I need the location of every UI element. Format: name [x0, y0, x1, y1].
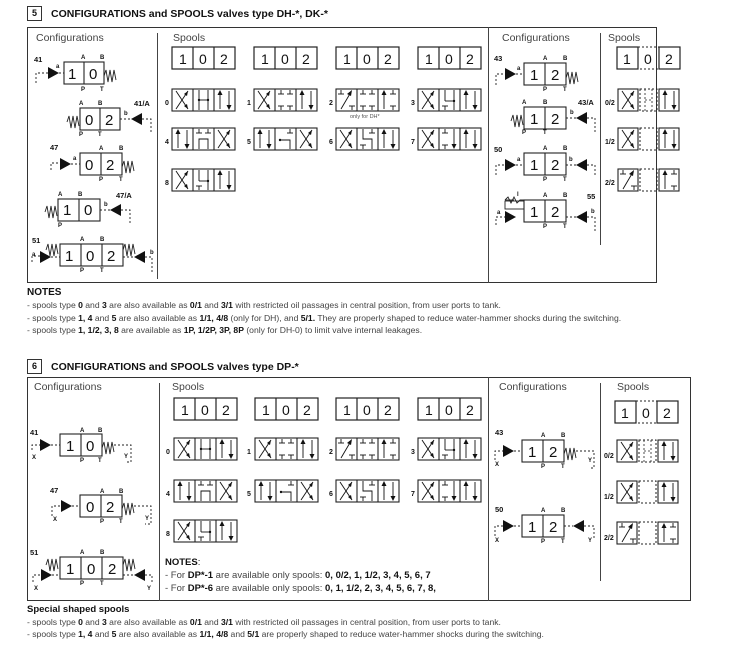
spool-1-2 [604, 481, 678, 503]
svg-text:T: T [543, 130, 547, 136]
svg-text:Y: Y [588, 458, 593, 464]
svg-text:P: P [541, 464, 546, 470]
svg-text:0: 0 [87, 561, 96, 578]
svg-text:P: P [541, 539, 546, 545]
spool-header-4 [418, 398, 481, 420]
svg-text:1: 1 [528, 519, 537, 536]
svg-text:1: 1 [247, 100, 251, 107]
right-spool-header [615, 401, 678, 423]
svg-text:B: B [563, 193, 568, 199]
svg-text:50: 50 [494, 145, 503, 154]
svg-text:50: 50 [495, 505, 504, 514]
configurations-label: Configurations [36, 32, 104, 44]
svg-text:1: 1 [66, 561, 75, 578]
svg-text:b: b [591, 209, 595, 215]
svg-text:b: b [570, 110, 574, 116]
svg-text:8: 8 [165, 180, 169, 187]
svg-text:2: 2 [384, 51, 392, 67]
svg-text:T: T [563, 87, 567, 93]
svg-text:B: B [100, 55, 105, 61]
svg-text:2: 2 [106, 157, 115, 174]
svg-text:0: 0 [363, 402, 371, 418]
svg-text:2: 2 [549, 519, 558, 536]
svg-text:B: B [543, 100, 548, 106]
svg-text:6: 6 [329, 491, 333, 498]
svg-text:2: 2 [551, 67, 560, 84]
svg-text:7: 7 [411, 139, 415, 146]
svg-text:B: B [563, 56, 568, 62]
spools-label: Spools [172, 381, 205, 393]
svg-text:T: T [119, 519, 123, 525]
svg-text:Y: Y [147, 586, 152, 592]
svg-text:55: 55 [587, 192, 596, 201]
section-number: 5 [27, 6, 42, 21]
svg-text:2: 2 [107, 248, 116, 265]
svg-text:B: B [119, 489, 124, 495]
svg-text:0: 0 [642, 405, 650, 421]
dp-note-line: - For DP*-6 are available only spools: 0, 1, 1/2, 2, 3, 4, 5, 6, 7, 8, [165, 583, 436, 594]
svg-text:Y: Y [145, 516, 150, 522]
svg-text:1: 1 [621, 405, 629, 421]
svg-text:47/A: 47/A [116, 191, 132, 200]
svg-text:43: 43 [495, 428, 504, 437]
section-title-text: CONFIGURATIONS and SPOOLS valves type DH-*, DK-* [51, 7, 328, 20]
svg-text:2: 2 [549, 444, 558, 461]
svg-text:P: P [79, 132, 84, 138]
configurations-label: Configurations [502, 32, 570, 44]
svg-text:1: 1 [425, 402, 433, 418]
svg-text:Y: Y [588, 538, 593, 544]
svg-text:A: A [100, 489, 105, 495]
spool-6 [329, 480, 399, 502]
svg-text:51: 51 [32, 236, 41, 245]
svg-text:0: 0 [199, 51, 207, 67]
svg-text:0: 0 [445, 51, 453, 67]
svg-text:A: A [541, 433, 546, 439]
config-43 [495, 428, 594, 470]
configurations-label: Configurations [34, 381, 102, 393]
configurations-label: Configurations [499, 381, 567, 393]
note-line: - spools type 1, 1/2, 3, 8 are available as 1P, 1/2P, 3P, 8P (only for DH-0) to limit valve internal leakages. [27, 325, 423, 335]
svg-text:B: B [119, 146, 124, 152]
spools-label: Spools [617, 381, 650, 393]
svg-text:1: 1 [343, 51, 351, 67]
svg-text:T: T [100, 581, 104, 587]
svg-text:T: T [561, 539, 565, 545]
svg-text:5: 5 [247, 491, 251, 498]
svg-text:A: A [80, 550, 85, 556]
svg-text:1: 1 [425, 51, 433, 67]
svg-text:0: 0 [85, 157, 94, 174]
svg-text:2: 2 [329, 449, 333, 456]
svg-text:2: 2 [551, 204, 560, 221]
svg-text:47: 47 [50, 486, 59, 495]
svg-text:P: P [543, 224, 548, 230]
svg-text:T: T [98, 458, 102, 464]
svg-text:A: A [80, 237, 85, 243]
svg-text:0: 0 [89, 66, 98, 83]
svg-text:1: 1 [65, 248, 74, 265]
spool-header-2 [255, 398, 318, 420]
svg-text:B: B [98, 101, 103, 107]
svg-text:43/A: 43/A [578, 98, 594, 107]
svg-text:X: X [53, 517, 58, 523]
svg-text:A: A [99, 146, 104, 152]
svg-text:1: 1 [530, 204, 539, 221]
notes-heading: NOTES [27, 287, 62, 298]
svg-text:1: 1 [68, 66, 77, 83]
dp-note-line: - For DP*-1 are available only spools: 0, 0/2, 1, 1/2, 3, 4, 5, 6, 7 [165, 570, 431, 581]
svg-text:a: a [517, 157, 521, 163]
svg-text:P: P [100, 519, 105, 525]
svg-text:6: 6 [329, 139, 333, 146]
svg-text:T: T [98, 132, 102, 138]
svg-text:P: P [522, 130, 527, 136]
svg-text:T: T [563, 177, 567, 183]
svg-text:2/2: 2/2 [604, 535, 614, 542]
svg-text:T: T [100, 268, 104, 274]
svg-text:2: 2 [551, 111, 560, 128]
svg-text:b: b [124, 111, 128, 117]
svg-text:B: B [561, 508, 566, 514]
spool-1 [247, 438, 318, 460]
svg-text:0: 0 [282, 402, 290, 418]
note-line: - spools type 0 and 3 are also available as 0/1 and 3/1 with restricted oil passages in central position, from user ports to tank. [27, 617, 501, 627]
svg-text:1: 1 [262, 402, 270, 418]
spool-2-note: only for DH* [350, 114, 380, 120]
svg-text:X: X [34, 586, 39, 592]
svg-text:0: 0 [445, 402, 453, 418]
svg-text:51: 51 [30, 548, 39, 557]
svg-text:41: 41 [34, 55, 43, 64]
svg-text:X: X [495, 538, 500, 544]
svg-text:2: 2 [663, 405, 671, 421]
svg-text:A: A [80, 428, 85, 434]
spool-header-1 [174, 398, 237, 420]
spool-2-2 [604, 522, 678, 544]
svg-text:0: 0 [86, 438, 95, 455]
svg-text:0/2: 0/2 [604, 453, 614, 460]
svg-text:7: 7 [411, 491, 415, 498]
svg-text:0: 0 [165, 100, 169, 107]
spool-header-3 [336, 398, 399, 420]
svg-text:41: 41 [30, 428, 39, 437]
svg-text:2: 2 [303, 402, 311, 418]
section-title-text: CONFIGURATIONS and SPOOLS valves type DP-* [51, 360, 299, 373]
svg-text:3: 3 [411, 449, 415, 456]
svg-text:l: l [517, 192, 519, 198]
note-line: - spools type 0 and 3 are also available as 0/1 and 3/1 with restricted oil passages in central position, from user ports to tank. [27, 300, 501, 310]
svg-text:1: 1 [530, 67, 539, 84]
svg-text:2: 2 [329, 100, 333, 107]
svg-text:P: P [80, 581, 85, 587]
svg-text:P: P [543, 87, 548, 93]
svg-text:1: 1 [623, 51, 631, 67]
svg-text:4: 4 [165, 139, 169, 146]
svg-text:A: A [543, 56, 548, 62]
svg-text:8: 8 [166, 531, 170, 538]
svg-text:b: b [150, 250, 154, 256]
svg-text:0: 0 [644, 51, 652, 67]
svg-text:4: 4 [166, 491, 170, 498]
svg-text:0: 0 [86, 499, 95, 516]
spool-5 [247, 480, 318, 502]
svg-text:1: 1 [181, 402, 189, 418]
svg-text:a: a [517, 66, 521, 72]
svg-text:T: T [561, 464, 565, 470]
svg-text:1: 1 [66, 438, 75, 455]
spool-2 [329, 438, 399, 460]
svg-text:P: P [99, 177, 104, 183]
svg-text:a: a [73, 156, 77, 162]
svg-text:P: P [58, 223, 63, 229]
svg-text:B: B [98, 428, 103, 434]
svg-text:0: 0 [86, 248, 95, 265]
svg-text:B: B [561, 433, 566, 439]
svg-text:2: 2 [384, 402, 392, 418]
svg-text:A: A [58, 192, 63, 198]
svg-text:T: T [100, 87, 104, 93]
config-50 [495, 505, 594, 545]
svg-text:b: b [569, 157, 573, 163]
svg-text:2: 2 [222, 402, 230, 418]
svg-text:B: B [100, 237, 105, 243]
svg-text:A: A [543, 146, 548, 152]
svg-text:P: P [543, 177, 548, 183]
svg-text:2: 2 [665, 51, 673, 67]
svg-text:2/2: 2/2 [605, 180, 615, 187]
svg-text:A: A [522, 100, 527, 106]
spool-8 [166, 520, 237, 542]
svg-text:a: a [497, 210, 501, 216]
svg-text:X: X [32, 455, 37, 461]
svg-text:2: 2 [551, 157, 560, 174]
svg-text:1: 1 [179, 51, 187, 67]
svg-text:2: 2 [302, 51, 310, 67]
note-line: - spools type 1, 4 and 5 are also available as 1/1, 4/8 and 5/1 are properly shaped to reduce water-hammer shocks during the switching. [27, 629, 544, 639]
svg-text:X: X [495, 462, 500, 468]
svg-text:P: P [81, 87, 86, 93]
svg-text:0: 0 [85, 112, 94, 129]
spools-label: Spools [608, 32, 641, 44]
spool-4 [166, 480, 237, 502]
config-41 [30, 428, 131, 464]
svg-text:2: 2 [108, 561, 117, 578]
svg-text:0: 0 [363, 51, 371, 67]
svg-text:1: 1 [247, 449, 251, 456]
svg-text:1: 1 [528, 444, 537, 461]
svg-text:P: P [80, 458, 85, 464]
svg-text:A: A [541, 508, 546, 514]
svg-text:1: 1 [343, 402, 351, 418]
svg-text:41/A: 41/A [134, 99, 150, 108]
svg-text:a: a [56, 64, 60, 70]
spool-7 [411, 480, 481, 502]
svg-text:T: T [563, 224, 567, 230]
svg-text:B: B [563, 146, 568, 152]
svg-text:0: 0 [166, 449, 170, 456]
config-47 [50, 486, 151, 525]
dp-notes-heading: NOTES: [165, 557, 201, 568]
svg-text:1/2: 1/2 [604, 494, 614, 501]
svg-text:B: B [78, 192, 83, 198]
svg-text:0/2: 0/2 [605, 100, 615, 107]
spool-0 [166, 438, 237, 460]
svg-text:2: 2 [106, 499, 115, 516]
svg-text:A: A [543, 193, 548, 199]
svg-text:0: 0 [281, 51, 289, 67]
svg-text:47: 47 [50, 143, 59, 152]
svg-text:A: A [79, 101, 84, 107]
svg-text:2: 2 [220, 51, 228, 67]
spool-3 [411, 438, 481, 460]
svg-text:Y: Y [124, 454, 129, 460]
svg-text:A: A [81, 55, 86, 61]
section-number: 6 [27, 359, 42, 374]
svg-text:3: 3 [411, 100, 415, 107]
svg-text:1: 1 [530, 111, 539, 128]
svg-text:b: b [104, 202, 108, 208]
config-51 [30, 548, 152, 592]
svg-text:1/2: 1/2 [605, 139, 615, 146]
svg-text:a: a [32, 252, 36, 258]
svg-text:1: 1 [530, 157, 539, 174]
svg-text:0: 0 [201, 402, 209, 418]
svg-text:B: B [100, 550, 105, 556]
note-line: - spools type 1, 4 and 5 are also available as 1/1, 4/8 (only for DH), and 5/1. They are properly shaped to reduce water-hammer shocks during the switching. [27, 313, 622, 323]
svg-text:2: 2 [466, 402, 474, 418]
svg-text:1: 1 [63, 202, 72, 219]
svg-text:2: 2 [466, 51, 474, 67]
svg-text:0: 0 [84, 202, 93, 219]
svg-text:5: 5 [247, 139, 251, 146]
spool-0-2 [604, 440, 678, 462]
svg-text:T: T [119, 177, 123, 183]
svg-text:1: 1 [261, 51, 269, 67]
special-spools-heading: Special shaped spools [27, 604, 130, 615]
svg-text:2: 2 [105, 112, 114, 129]
svg-text:43: 43 [494, 54, 503, 63]
svg-text:P: P [80, 268, 85, 274]
spools-label: Spools [173, 32, 206, 44]
